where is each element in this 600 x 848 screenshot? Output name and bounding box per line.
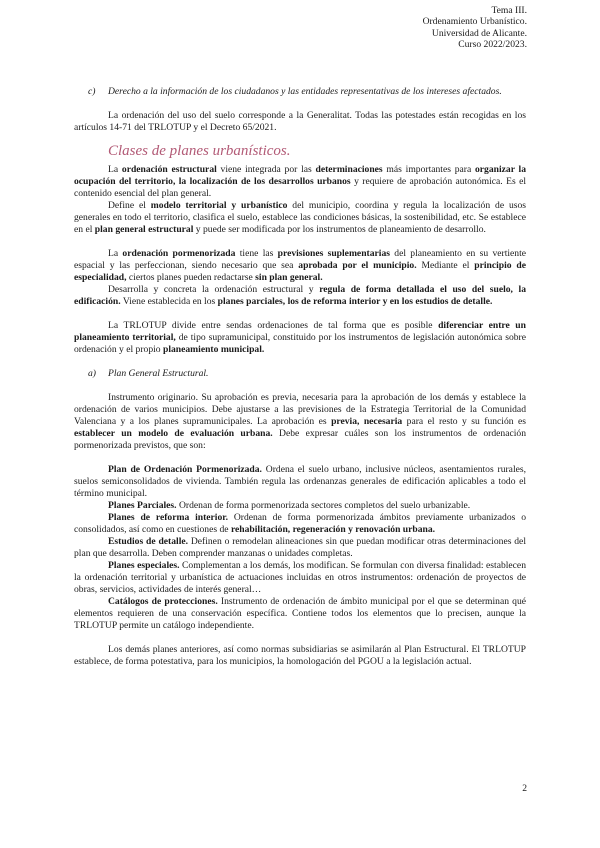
list-item-c (74, 86, 526, 98)
paragraph-detailed-2: Desarrolla y concreta la ordenación estructural y regula de forma detallada el uso del suelo, la edificación. Viene establecida en los planes parciales, los de reforma interior y en los estudios de detalle. (74, 284, 526, 307)
paragraph-closing: Los demás planes anteriores, así como normas subsidiarias se asimilarán al Plan Estructural. El TRLOTUP establece, de forma potestativa, para los municipios, la homologación del PGOU a la legislación actual. (74, 644, 526, 667)
paragraph-partial-plans: Planes Parciales. Ordenan de forma pormenorizada sectores completos del suelo urbanizable. (108, 500, 471, 511)
header-subject: Ordenamiento Urbanístico. (422, 16, 527, 28)
document-body (74, 86, 526, 668)
paragraph-general-plan: Instrumento originario. Su aprobación es previa, necesaria para la aprobación de los demás y establece la ordenación de varios municipios. Debe ajustarse a las previsiones de la Estrategia Territorial de la Comunidad Valenciana y a los planes supramunicipales. La aprobación es previa, necesaria para el resto y su función es establecer un modelo de evaluación urbana. Debe expresar cuáles son los instrumentos de ordenación pormenorizada previstos, que son: (74, 392, 526, 451)
list-item-a (74, 368, 526, 380)
list-marker: a) (88, 368, 96, 379)
header-university: Universidad de Alicante. (431, 27, 527, 39)
section-title: Clases de planes urbanísticos. (108, 143, 291, 159)
page-number: 2 (522, 783, 527, 794)
paragraph-structural-2: Define el modelo territorial y urbanístico del municipio, coordina y regula la localización de usos generales en todo el territorio, clasifica el suelo, establece las condiciones básicas, la sostenibilidad, etc. Se establece en el plan general estructural y puede ser modificada por los instrumentos de planeamiento de desarrollo. (74, 200, 527, 235)
header-course: Curso 2022/2023. (458, 39, 527, 51)
paragraph-structural-1: La ordenación estructural viene integrada por las determinaciones más importantes para organizar la ocupación del territorio, la localización de los desarrollos urbanos y requiere de aprobación autonómica. Es el contenido esencial del plan general. (74, 164, 526, 199)
list-marker: c) (88, 86, 96, 97)
paragraph-detail-studies: Estudios de detalle. Definen o remodelan alineaciones sin que puedan modificar otras determinaciones del plan que desarrolla. Deben comprender manzanas o unidades completas. (74, 536, 526, 559)
paragraph-special-plans: Planes especiales. Complementan a los demás, los modifican. Se formulan con diversa finalidad: establecen la ordenación territorial y urbanística de actuaciones incluidas en otros instrumentos: ordenación de proyectos de obras, servicios, actividades de interés general… (74, 560, 526, 595)
paragraph-competence: La ordenación del uso del suelo corresponde a la Generalitat. Todas las potestades están recogidas en los artículos 14-71 del TRLOTUP y el Decreto 65/2021. (74, 110, 526, 133)
paragraph-detailed-1: La ordenación pormenorizada tiene las previsiones suplementarias del planeamiento en su vertiente espacial y las perfeccionan, siendo necesario que sea aprobada por el municipio. Mediante el principio de especialidad, ciertos planes pueden redactarse sin plan general. (74, 248, 527, 283)
paragraph-trlotup: La TRLOTUP divide entre sendas ordenaciones de tal forma que es posible diferenciar entre un planeamiento territorial, de tipo supramunicipal, constituido por los instrumentos de legislación autonómica sobre ordenación y el propio planeamiento municipal. (74, 320, 527, 355)
paragraph-interior-reform: Planes de reforma interior. Ordenan de forma pormenorizada ámbitos previamente urbanizados o consolidados, así como en cuestiones de rehabilitación, regeneración y renovación urbana. (74, 512, 526, 535)
list-text: Plan General Estructural. (108, 368, 209, 379)
document-header (423, 5, 527, 51)
list-text: Derecho a la información de los ciudadanos y las entidades representativas de los intereses afectados. (108, 86, 502, 97)
paragraph-catalogs: Catálogos de protecciones. Instrumento de ordenación de ámbito municipal por el que se determinan qué elementos requieren de una conservación específica. Contiene todos los elementos que lo precisen, aunque la TRLOTUP permite un catálogo independiente. (74, 596, 526, 631)
header-topic: Tema III. (491, 5, 527, 16)
paragraph-pop: Plan de Ordenación Pormenorizada. Ordena el suelo urbano, inclusive núcleos, asentamientos rurales, suelos semiconsolidados de vivienda. También regula las ordenanzas generales de edificación aplicables a todo el término municipal. (74, 464, 526, 499)
